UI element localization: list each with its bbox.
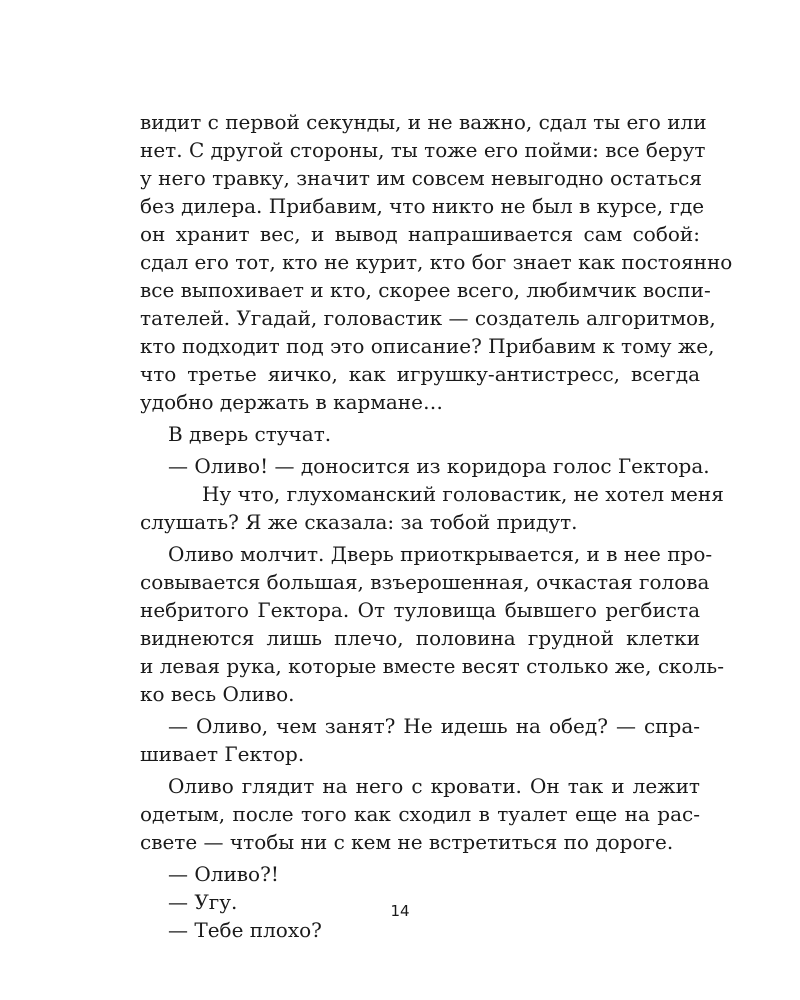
text-line: сдал его тот, кто не курит, кто бог знает как постоянно bbox=[140, 250, 733, 274]
text-line: слушать? Я же сказала: за тобой придут. bbox=[140, 510, 578, 534]
text-line: нет. С другой стороны, ты тоже его пойми: все берут bbox=[140, 138, 706, 162]
text-line: — Оливо?! bbox=[168, 862, 279, 886]
page-number: 14 bbox=[390, 902, 410, 920]
text-line: небритого Гектора. От туловища бывшего регбиста bbox=[140, 598, 700, 622]
text-line: виднеются лишь плечо, половина грудной клетки bbox=[140, 626, 700, 650]
text-line: шивает Гектор. bbox=[140, 742, 305, 766]
text-line: — Оливо! — доносится из коридора голос Гектора. bbox=[168, 454, 710, 478]
text-line: — Угу. bbox=[168, 890, 238, 914]
text-line: свете — чтобы ни с кем не встретиться по дороге. bbox=[140, 830, 674, 854]
text-line: Ну что, глухоманский головастик, не хотел меня bbox=[202, 482, 724, 506]
text-line: все выпохивает и кто, скорее всего, любимчик воспи- bbox=[140, 278, 711, 302]
text-line: ко весь Оливо. bbox=[140, 682, 295, 706]
text-line: тателей. Угадай, головастик — создатель алгоритмов, bbox=[140, 306, 716, 330]
text-line: кто подходит под это описание? Прибавим к тому же, bbox=[140, 334, 715, 358]
text-line: — Тебе плохо? bbox=[168, 918, 322, 942]
text-line: В дверь стучат. bbox=[168, 422, 332, 446]
text-line: — Оливо, чем занят? Не идешь на обед? — спра- bbox=[168, 714, 700, 738]
text-line: видит с первой секунды, и не важно, сдал ты его или bbox=[140, 110, 707, 134]
text-line: Оливо глядит на него с кровати. Он так и лежит bbox=[168, 774, 700, 798]
text-line: он хранит вес, и вывод напрашивается сам собой: bbox=[140, 222, 700, 246]
text-line: Оливо молчит. Дверь приоткрывается, и в нее про- bbox=[168, 542, 713, 566]
text-line: что третье яичко, как игрушку-антистресс, всегда bbox=[140, 362, 700, 386]
text-line: без дилера. Прибавим, что никто не был в курсе, где bbox=[140, 194, 705, 218]
text-line: у него травку, значит им совсем невыгодно остаться bbox=[140, 166, 702, 190]
page-text bbox=[140, 108, 733, 944]
text-line: одетым, после того как сходил в туалет еще на рас- bbox=[140, 802, 700, 826]
text-line: и левая рука, которые вместе весят столько же, сколь- bbox=[140, 654, 724, 678]
text-line: удобно держать в кармане… bbox=[140, 390, 443, 414]
text-line: совывается большая, взъерошенная, очкастая голова bbox=[140, 570, 710, 594]
